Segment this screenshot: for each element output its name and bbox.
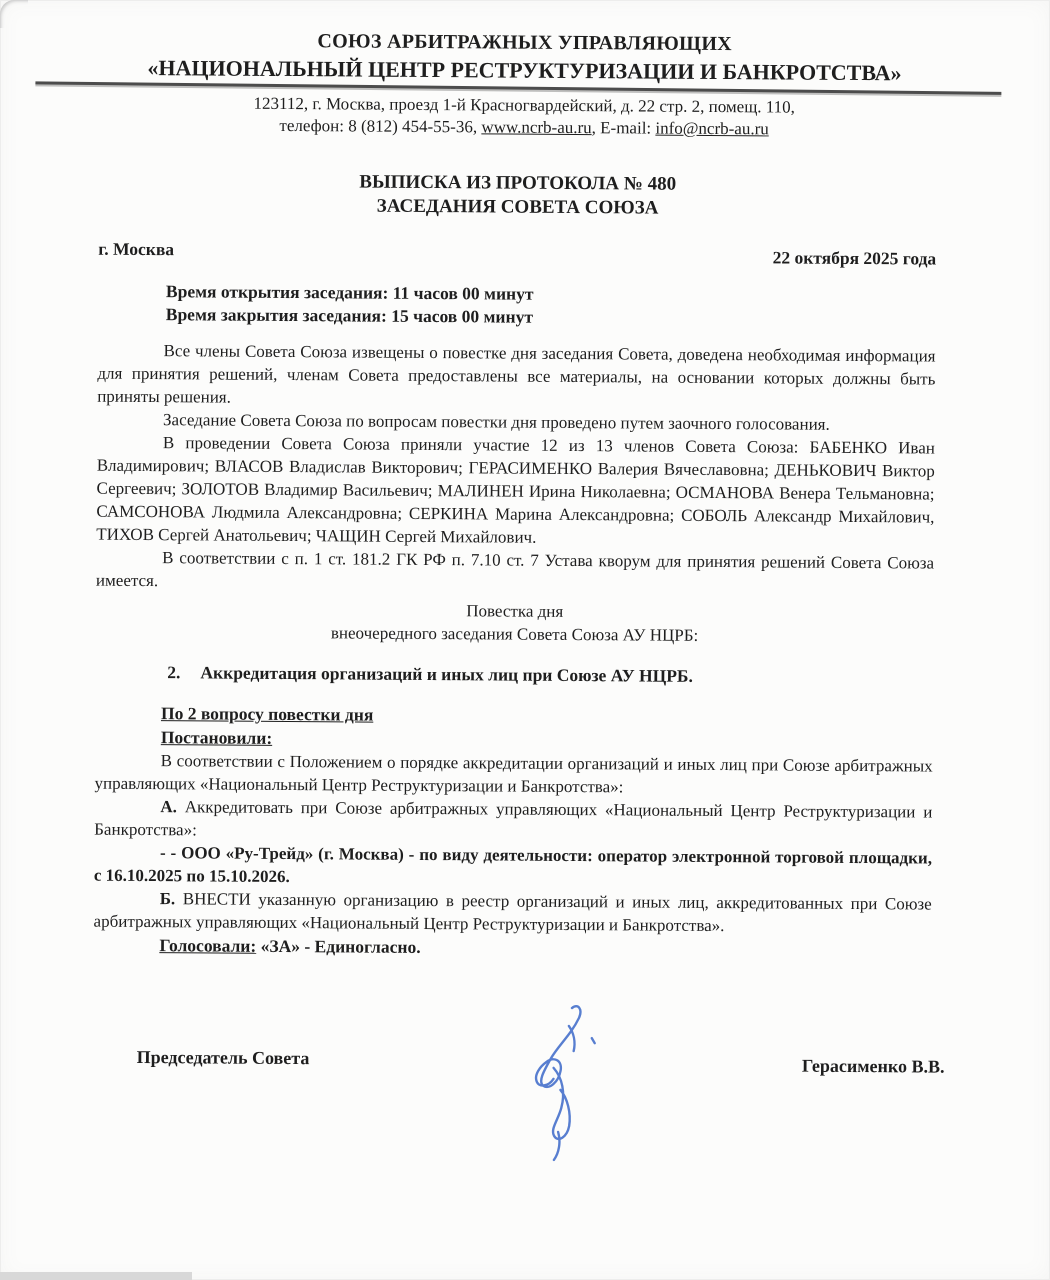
item-b-text: ВНЕСТИ указанную организацию в реестр организаций и иных лиц, аккредитованных при Союзе арбитражных управляющих «Национальный Центр Реструктуризации и Банкротства». (93, 889, 932, 936)
signer-role: Председатель Совета (136, 1046, 310, 1069)
agenda-subheading: внеочередного заседания Совета Союза АУ НЦРБ: (330, 623, 699, 645)
agenda-heading: Повестка дня (466, 601, 564, 621)
meeting-times (98, 280, 936, 332)
org-email-link: info@ncrb-au.ru (655, 118, 769, 139)
document-title-line2: ЗАСЕДАНИЯ СОВЕТА СОЮЗА (376, 195, 659, 219)
document-title-line1: ВЫПИСКА ИЗ ПРОТОКОЛА № 480 (359, 171, 677, 195)
paragraph-item-b (93, 887, 931, 939)
agenda-item-2 (95, 661, 933, 690)
item-a-label: А. (160, 797, 177, 817)
agenda-item-number: 2. (167, 662, 181, 683)
org-email-label: , E-mail: (591, 118, 652, 138)
letterhead (0, 0, 1050, 142)
vote-label: Голосовали: (159, 935, 257, 956)
handwritten-signature (507, 1000, 600, 1171)
paragraph-voting-method: Заседание Совета Союза по вопросам повестки дня проведено путем заочного голосования. (163, 410, 830, 434)
meeting-city: г. Москва (98, 238, 175, 260)
item-b-label: Б. (159, 889, 176, 909)
agenda-section (95, 597, 934, 690)
paragraph-participants: В проведении Совета Союза приняли участие 12 из 13 членов Совета Союза: БАБЕНКО Иван Владимирович; ВЛАСОВ Владислав Викторович; ГЕРАСИМЕНКО Валерия Вячеславовна; ДЕНЬКОВИЧ Виктор Сергеевич; ЗОЛОТОВ Владимир Васильевич; МАЛИНЕН Ирина Николаевна; ОСМАНОВА Венера Тельмановна; САМСОНОВА Людмила Александровна; СЕРКИНА Марина Александровна; СОБОЛЬ Александр Михайлович, ТИХОВ Сергей Анатольевич; ЧАЩИН Сергей Михайлович. (96, 433, 935, 547)
preamble (96, 339, 936, 598)
meeting-close-time: Время закрытия заседания: 15 часов 00 минут (165, 304, 534, 327)
paragraph-item-a (94, 795, 932, 847)
signer-name: Герасименко В.В. (801, 1055, 945, 1077)
document-body (0, 168, 1049, 1187)
photo-corner-artifact (0, 0, 28, 28)
place-date-row (98, 238, 936, 270)
vote-line (93, 933, 931, 963)
meeting-date: 22 октября 2025 года (772, 247, 937, 269)
org-name-line2: «НАЦИОНАЛЬНЫЙ ЦЕНТР РЕСТРУКТУРИЗАЦИИ И БАНКРОТСТВА» (147, 55, 902, 86)
paragraph-basis: В соответствии с Положением о порядке аккредитации организаций и иных лиц при Союзе арбитражных управляющих «Национальный Центр Реструктуризации и Банкротства»: (94, 751, 933, 797)
document-title (98, 169, 936, 223)
meeting-open-time: Время открытия заседания: 11 часов 00 минут (165, 281, 534, 304)
agenda-item-text: Аккредитация организаций и иных лиц при Союзе АУ НЦРБ. (200, 662, 693, 686)
resolved-heading: Постановили: (160, 727, 273, 748)
org-phone: телефон: 8 (812) 454-55-36, (279, 115, 478, 137)
org-name-line1: СОЮЗ АРБИТРАЖНЫХ УПРАВЛЯЮЩИХ (317, 30, 733, 56)
paragraph-accredited-entity: - - ООО «Ру-Трейд» (г. Москва) - по виду деятельности: оператор электронной торговой площадки, с 16.10.2025 по 15.10.2026. (93, 843, 933, 887)
resolution-section (93, 701, 933, 963)
item-a-text: Аккредитовать при Союзе арбитражных управляющих «Национальный Центр Реструктуризации и Банкротства»: (94, 797, 933, 840)
photo-edge-artifact (0, 1272, 192, 1280)
paragraph-quorum: В соответствии с п. 1 ст. 181.2 ГК РФ п. 7.10 ст. 7 Устава кворум для принятия решений Совета Союза имеется. (95, 548, 935, 591)
question-heading: По 2 вопросу повестки дня (160, 703, 374, 725)
signature-block (92, 1011, 945, 1187)
org-website-link: www.ncrb-au.ru (481, 117, 592, 138)
org-address: 123112, г. Москва, проезд 1-й Красногвардейский, д. 22 стр. 2, помещ. 110, (253, 93, 796, 117)
paragraph-notice: Все члены Совета Союза извещены о повестке дня заседания Совета, доведена необходимая информация для принятия решений, членам Совета предоставлены все материалы, на основании которых должны быть приняты решения. (97, 341, 936, 407)
vote-result: «ЗА» - Единогласно. (260, 935, 421, 957)
